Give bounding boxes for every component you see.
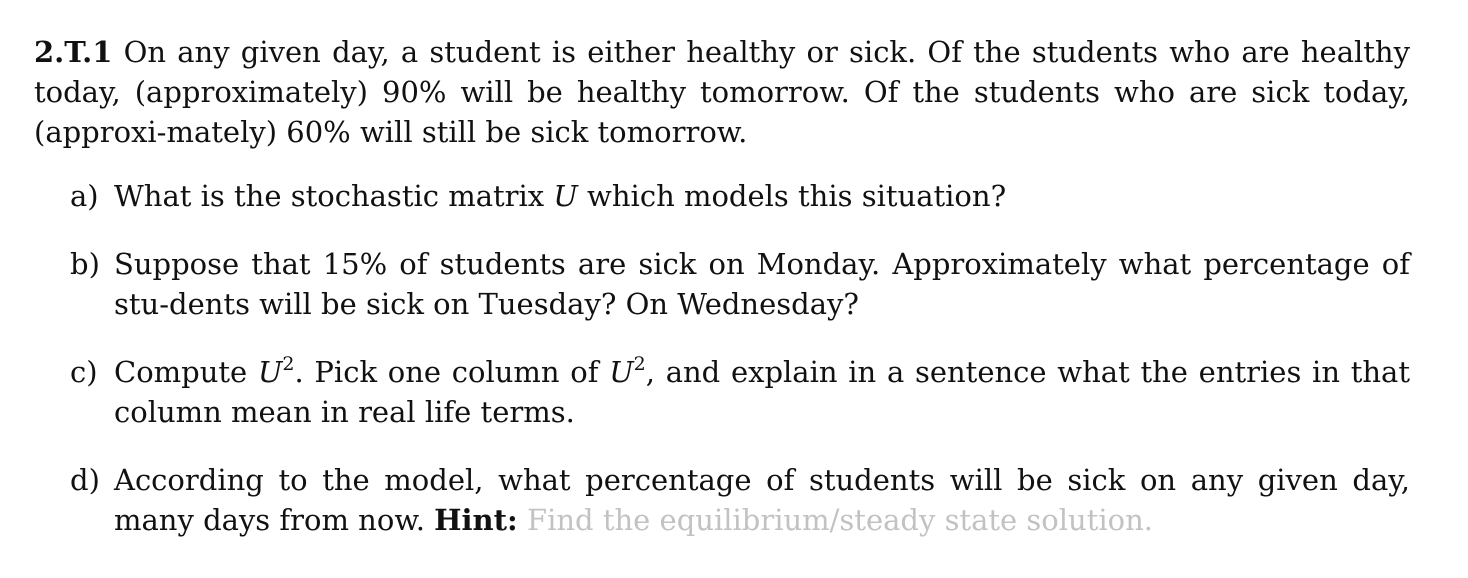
part-d-text: According to the model, what percentage of students will be sick on any given day, many days from now. [114, 463, 1410, 537]
problem-intro [34, 32, 1410, 152]
matrix-u-variable: U [609, 355, 634, 389]
part-a [34, 176, 1410, 216]
matrix-u-variable: U [553, 179, 578, 213]
exponent: 2 [633, 353, 646, 375]
part-d-letter: d) [70, 463, 100, 497]
part-a-text-before: What is the stochastic matrix [114, 179, 545, 213]
part-c-letter: c) [70, 355, 98, 389]
matrix-u-variable: U [257, 355, 283, 389]
part-c [34, 352, 1410, 432]
part-b-text: Suppose that 15% of students are sick on Monday. Approximately what percentage of stu-dents will be sick on Tuesday? On Wednesday? [114, 247, 1410, 321]
part-b-letter: b) [70, 247, 100, 281]
part-d [34, 460, 1410, 540]
hint-label: Hint: [434, 503, 518, 537]
problem-id: 2.T.1 [34, 35, 113, 69]
part-a-letter: a) [70, 179, 99, 213]
problem-intro-text: On any given day, a student is either healthy or sick. Of the students who are healthy today, (approximately) 90% will be healthy tomorrow. Of the students who are sick today, (approxi-mately) 60% will still be sick tomorrow. [34, 35, 1410, 149]
part-a-text-after: which models this situation? [587, 179, 1007, 213]
problem-parts [34, 176, 1410, 540]
part-c-text-2: . Pick one column of [294, 355, 599, 389]
part-c-text-1: Compute [114, 355, 248, 389]
problem-page [34, 32, 1410, 540]
part-b [34, 244, 1410, 324]
hint-text: Find the equilibrium/steady state solution. [526, 503, 1154, 537]
exponent: 2 [282, 353, 295, 375]
part-c-text-3: , and explain in a sentence what the entries in that column mean in real life terms. [114, 355, 1410, 429]
